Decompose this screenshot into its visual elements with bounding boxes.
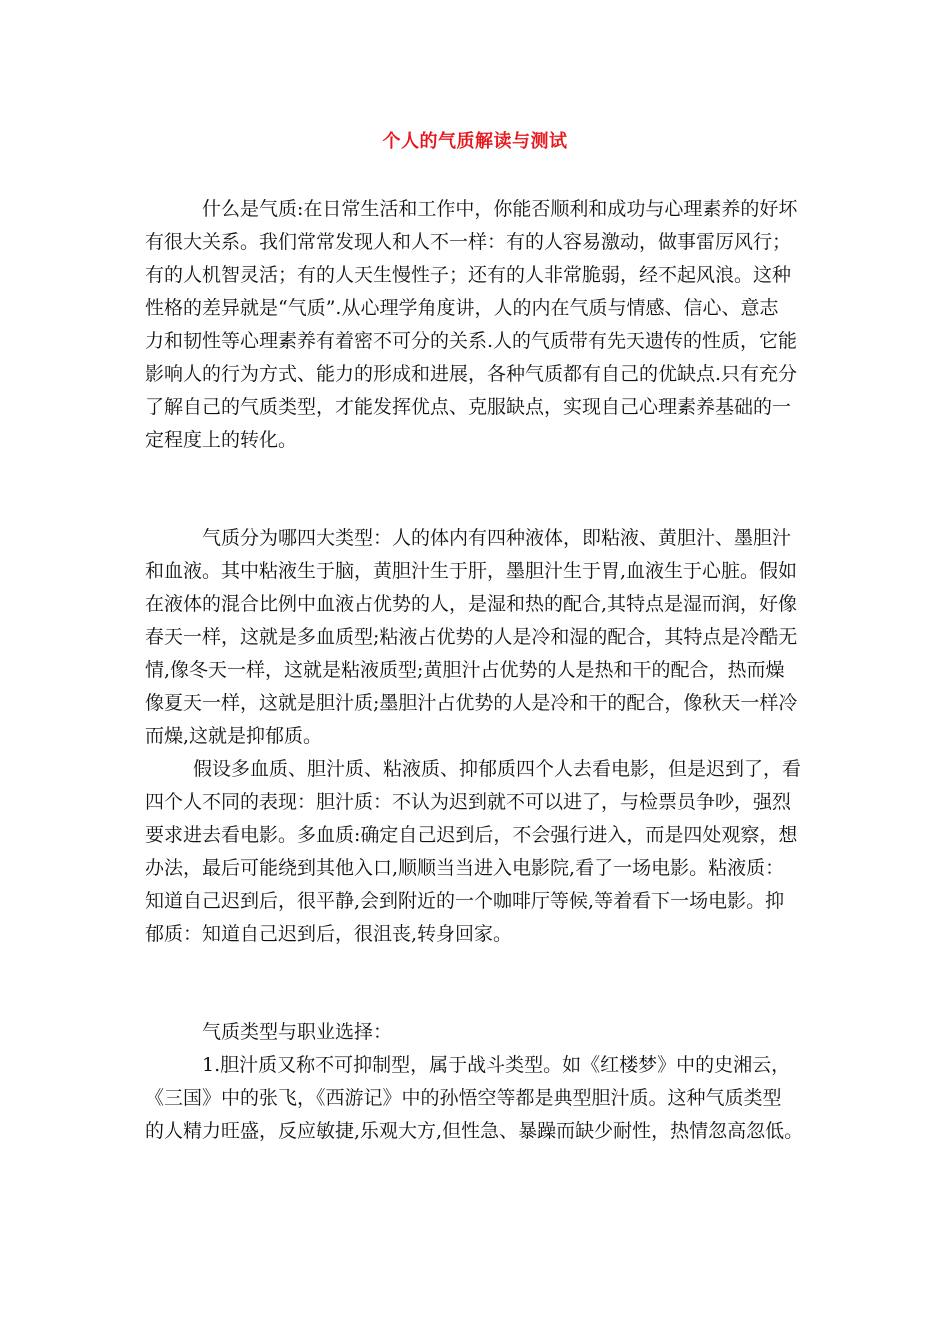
paragraph-line: 春天一样，这就是多血质型;粘液占优势的人是冷和湿的配合，其特点是冷酷无 bbox=[145, 626, 798, 648]
paragraph-line: 情,像冬天一样，这就是粘液质型;黄胆汁占优势的人是热和干的配合，热而燥 bbox=[145, 659, 785, 681]
paragraph-line: 有的人机智灵活；有的人天生慢性子；还有的人非常脆弱，经不起风浪。这种 bbox=[145, 264, 792, 286]
paragraph-line: 影响人的行为方式、能力的形成和进展，各种气质都有自己的优缺点.只有充分 bbox=[145, 363, 798, 385]
paragraph-line: 什么是气质:在日常生活和工作中，你能否顺利和成功与心理素养的好坏 bbox=[202, 198, 798, 220]
paragraph-line: 了解自己的气质类型，才能发挥优点、克服缺点，实现自己心理素养基础的一 bbox=[145, 396, 792, 418]
paragraph-line: 的人精力旺盛，反应敏捷,乐观大方,但性急、暴躁而缺少耐性，热情忽高忽低。 bbox=[145, 1120, 804, 1142]
section-heading: 气质类型与职业选择： bbox=[202, 1021, 393, 1043]
paragraph-line: 和血液。其中粘液生于脑，黄胆汁生于肝，墨胆汁生于胃,血液生于心脏。假如 bbox=[145, 560, 798, 582]
paragraph-line: 1.胆汁质又称不可抑制型，属于战斗类型。如《红楼梦》中的史湘云， bbox=[202, 1054, 791, 1076]
paragraph-line: 定程度上的转化。 bbox=[145, 429, 298, 451]
paragraph-line: 要求进去看电影。多血质:确定自己迟到后，不会强行进入，而是四处观察，想 bbox=[145, 824, 798, 846]
paragraph-line: 假设多血质、胆汁质、粘液质、抑郁质四个人去看电影，但是迟到了，看 bbox=[193, 758, 802, 780]
paragraph-line: 像夏天一样，这就是胆汁质;墨胆汁占优势的人是冷和干的配合，像秋天一样冷 bbox=[145, 692, 798, 714]
paragraph-line: 郁质：知道自己迟到后，很沮丧,转身回家。 bbox=[145, 923, 513, 945]
paragraph-line: 四个人不同的表现：胆汁质：不认为迟到就不可以进了，与检票员争吵，强烈 bbox=[145, 791, 792, 813]
paragraph-line: 力和韧性等心理素养有着密不可分的关系.人的气质带有先天遗传的性质，它能 bbox=[145, 330, 798, 352]
paragraph-line: 在液体的混合比例中血液占优势的人，是湿和热的配合,其特点是湿而润，好像 bbox=[145, 593, 798, 615]
document-title: 个人的气质解读与测试 bbox=[382, 131, 568, 152]
paragraph-line: 性格的差异就是“气质”.从心理学角度讲，人的内在气质与情感、信心、意志 bbox=[145, 297, 779, 319]
paragraph-line: 气质分为哪四大类型：人的体内有四种液体，即粘液、黄胆汁、墨胆汁 bbox=[202, 527, 792, 549]
paragraph-line: 知道自己迟到后，很平静,会到附近的一个咖啡厅等候,等着看下一场电影。抑 bbox=[145, 890, 785, 912]
paragraph-line: 而燥,这就是抑郁质。 bbox=[145, 725, 323, 747]
paragraph-line: 《三国》中的张飞，《西游记》中的孙悟空等都是典型胆汁质。这种气质类型 bbox=[145, 1087, 782, 1109]
paragraph-line: 办法，最后可能绕到其他入口,顺顺当当进入电影院,看了一场电影。粘液质： bbox=[145, 857, 785, 879]
paragraph-line: 有很大关系。我们常常发现人和人不一样：有的人容易激动，做事雷厉风行； bbox=[145, 231, 792, 253]
